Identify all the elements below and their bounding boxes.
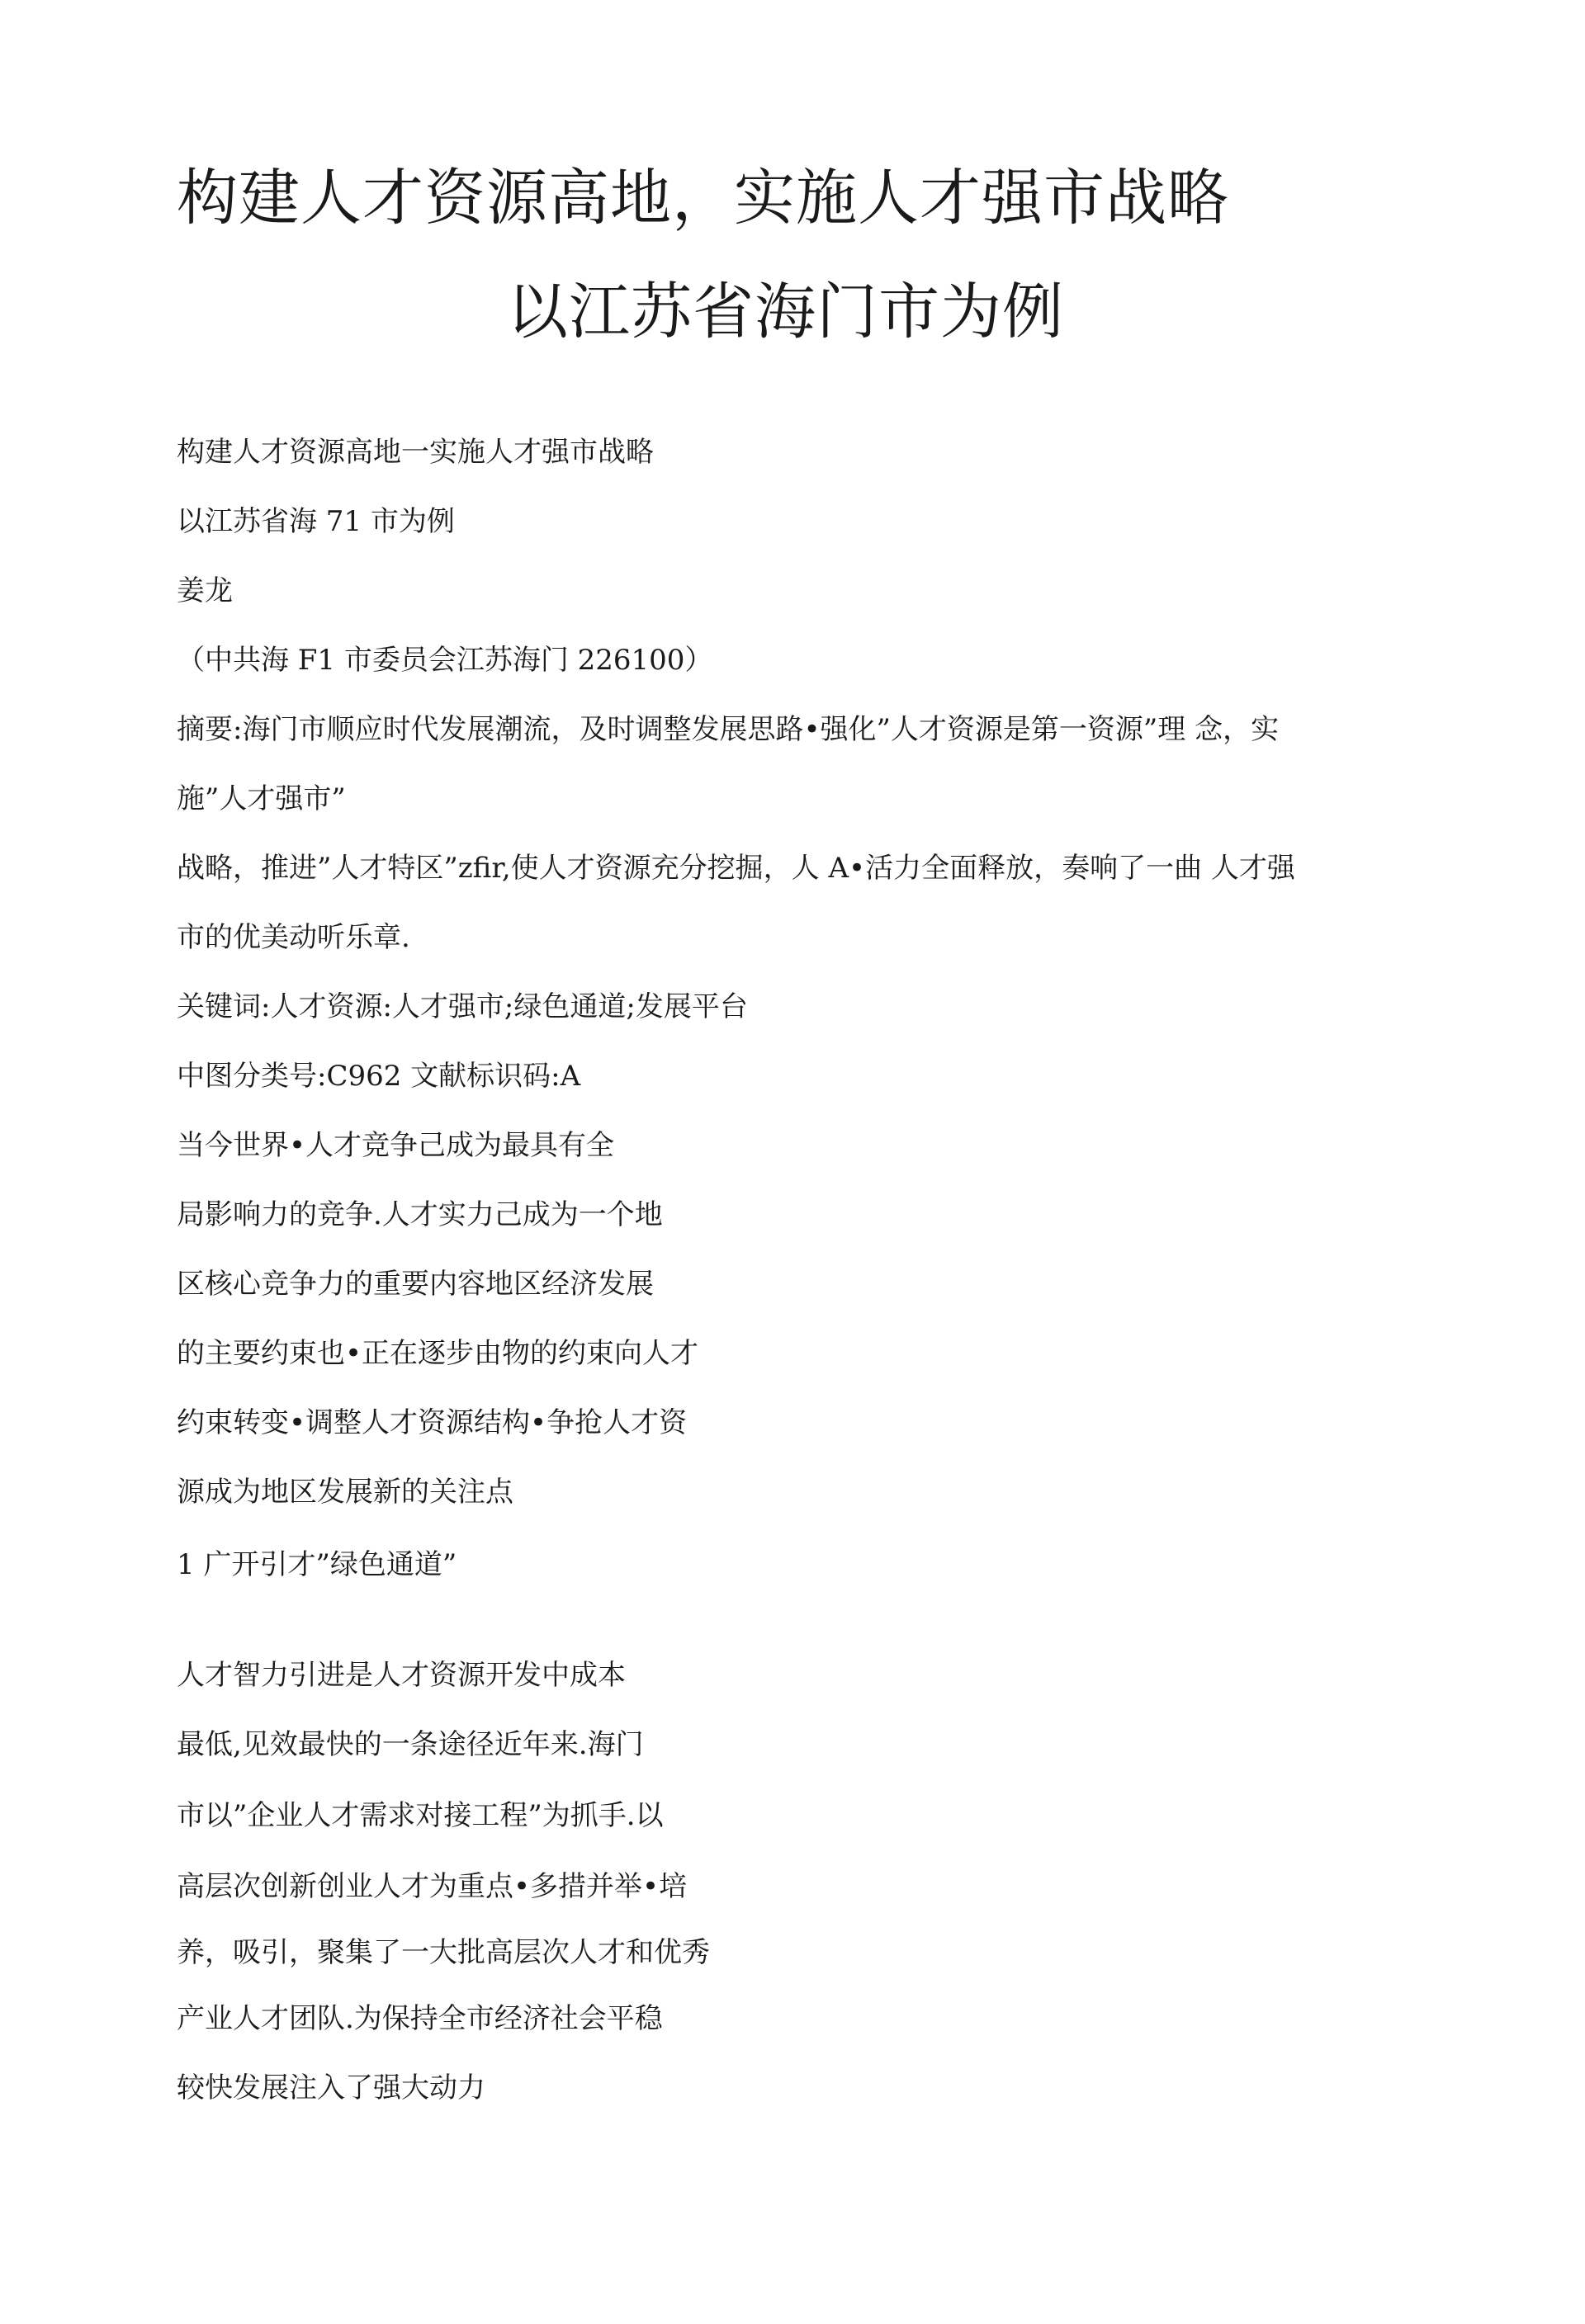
classification-line: 中图分类号:C962 文献标识码:A xyxy=(177,1060,581,1093)
paragraph-line: 的主要约束也•正在逐步由物的约束向人才 xyxy=(177,1337,699,1370)
abstract-line: 战略，推进”人才特区”zfir,使人才资源充分挖掘，人 A•活力全面释放，奏响了一曲 人才强 xyxy=(177,852,1295,885)
paragraph-line: 区核心竞争力的重要内容地区经济发展 xyxy=(177,1268,654,1301)
paragraph-line: 人才智力引进是人才资源开发中成本 xyxy=(177,1659,626,1692)
body-line-title-repeat: 构建人才资源高地一实施人才强市战略 xyxy=(177,436,654,469)
keywords-line: 关键词:人才资源:人才强市;绿色通道;发展平台 xyxy=(177,990,748,1023)
paragraph-line: 较快发展注入了强大动力 xyxy=(177,2071,485,2104)
paragraph-line: 养，吸引，聚集了一大批高层次人才和优秀 xyxy=(177,1936,710,1969)
paragraph-line: 最低,见效最快的一条途径近年来.海门 xyxy=(177,1728,644,1761)
paragraph-line: 产业人才团队.为保持全市经济社会平稳 xyxy=(177,2002,663,2035)
body-line-subtitle-repeat: 以江苏省海 71 市为例 xyxy=(177,505,455,538)
paragraph-line: 当今世界•人才竞争己成为最具有全 xyxy=(177,1129,615,1162)
abstract-line: 施”人才强市” xyxy=(177,782,346,815)
document-title: 构建人才资源高地，实施人才强市战略 xyxy=(177,163,1229,234)
paragraph-line: 源成为地区发展新的关注点 xyxy=(177,1476,513,1509)
paragraph-line: 市以”企业人才需求对接工程”为抓手.以 xyxy=(177,1799,664,1832)
abstract-line: 市的优美动听乐章. xyxy=(177,921,410,954)
author-affiliation: （中共海 F1 市委员会江苏海门 226100） xyxy=(177,644,713,677)
paragraph-line: 高层次创新创业人才为重点•多措并举•培 xyxy=(177,1870,688,1903)
author-name: 姜龙 xyxy=(177,574,233,607)
section-heading: 1 广开引才”绿色通道” xyxy=(177,1548,457,1581)
paragraph-line: 局影响力的竞争.人才实力己成为一个地 xyxy=(177,1198,663,1231)
abstract-line: 摘要:海门市顺应时代发展潮流，及时调整发展思路•强化”人才资源是第一资源”理 念，实 xyxy=(177,713,1280,746)
document-subtitle: 以江苏省海门市为例 xyxy=(507,276,1064,347)
paragraph-line: 约束转变•调整人才资源结构•争抢人才资 xyxy=(177,1406,688,1439)
